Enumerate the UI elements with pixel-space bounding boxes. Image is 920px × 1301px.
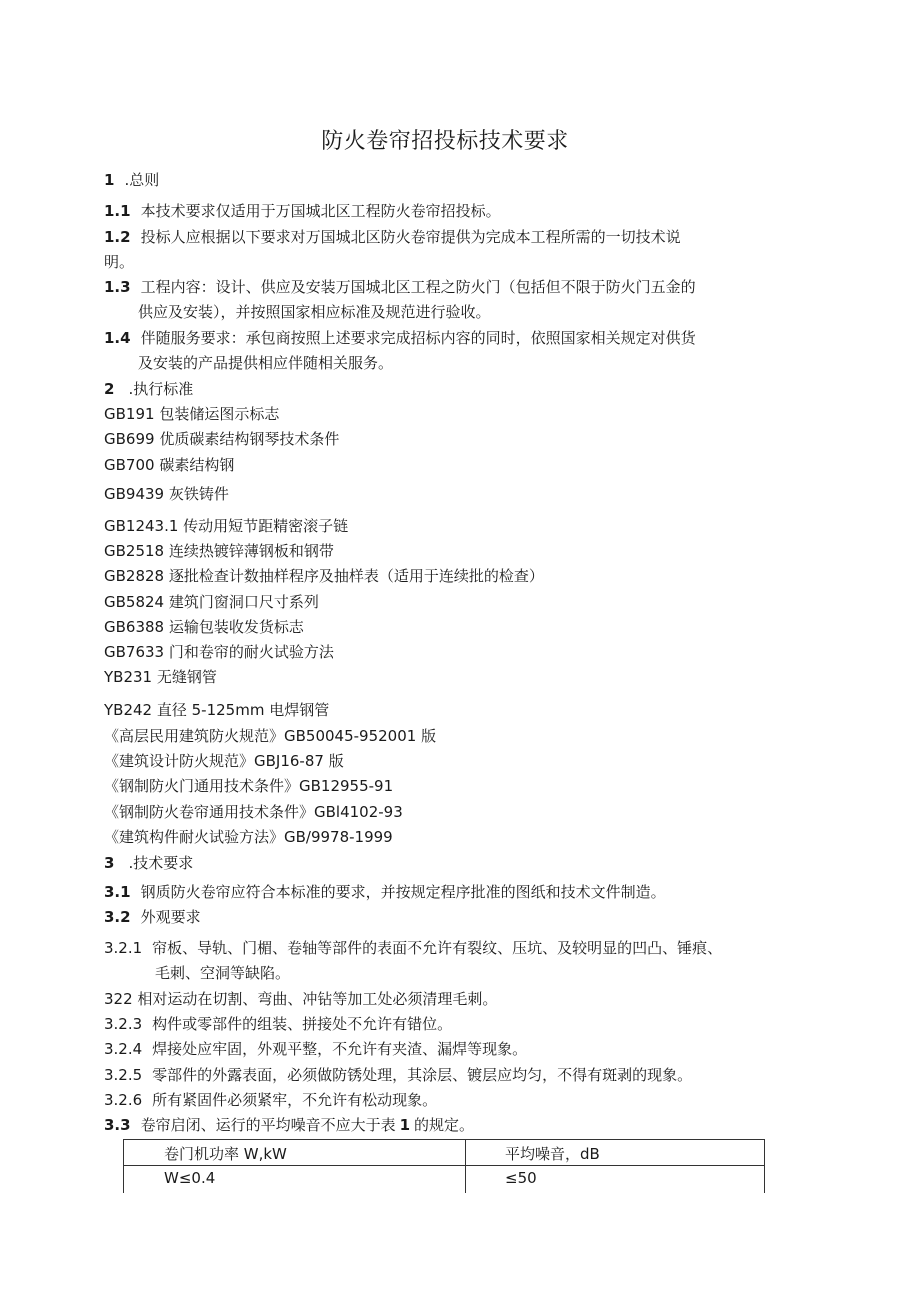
clause-1-1: [104, 201, 501, 221]
section-number: 1: [104, 171, 115, 189]
document-title: 防火卷帘招投标技术要求: [321, 129, 569, 154]
clause-3-2-1: [104, 938, 722, 958]
section-text: .技术要求: [128, 854, 194, 872]
section-text: .执行标准: [128, 380, 194, 398]
clause-number: 3.2.5: [104, 1066, 143, 1084]
clause-3-1: [104, 882, 666, 902]
standard-item: GB2828 逐批检查计数抽样程序及抽样表（适用于连续批的检查）: [104, 567, 544, 585]
standard-item: 《建筑设计防火规范》GBJ16-87 版: [104, 752, 344, 770]
clause-text: 所有紧固件必须紧牢，不允许有松动现象。: [152, 1091, 438, 1109]
noise-table: [123, 1139, 765, 1193]
clause-3-2-4: [104, 1039, 527, 1059]
clause-number: 3.2.1: [104, 939, 143, 957]
standard-item: GB700 碳素结构钢: [104, 456, 235, 474]
clause-number: 3.2.6: [104, 1091, 143, 1109]
table-reference: 1: [399, 1116, 411, 1134]
table-header-power: 卷门机功率 W,kW: [164, 1145, 287, 1163]
clause-3-2-5: [104, 1065, 692, 1085]
clause-3-2-3: [104, 1014, 452, 1034]
section-3-heading: [104, 853, 193, 873]
table-cell-noise: ≤50: [505, 1169, 537, 1187]
section-2-heading: [104, 379, 193, 399]
clause-number: 3.1: [104, 883, 131, 901]
clause-text-b: 的规定。: [414, 1116, 475, 1134]
clause-number: 3.3: [104, 1116, 131, 1134]
clause-3-2-1-continuation: 毛刺、空洞等缺陷。: [155, 964, 291, 982]
clause-number: 1.1: [104, 202, 131, 220]
clause-3-2-2: 322 相对运动在切割、弯曲、冲钻等加工处必须清理毛刺。: [104, 990, 498, 1008]
standard-item: GB9439 灰铁铸件: [104, 485, 229, 503]
standard-item: GB5824 建筑门窗洞口尺寸系列: [104, 593, 319, 611]
clause-text: 伴随服务要求：承包商按照上述要求完成招标内容的同时，依照国家相关规定对供货: [140, 329, 696, 347]
clause-text: 外观要求: [140, 908, 201, 926]
table-row-divider: [123, 1165, 765, 1166]
table-left-border: [123, 1139, 124, 1193]
clause-1-2: [104, 227, 681, 247]
standard-item: 《高层民用建筑防火规范》GB50045-952001 版: [104, 727, 437, 745]
clause-3-2: [104, 907, 201, 927]
clause-text: 零部件的外露表面，必须做防锈处理，其涂层、镀层应均匀，不得有斑剥的现象。: [152, 1066, 693, 1084]
clause-3-3: [104, 1115, 474, 1135]
standard-item: GB6388 运输包装收发货标志: [104, 618, 304, 636]
clause-text-a: 卷帘启闭、运行的平均噪音不应大于表: [140, 1116, 396, 1134]
clause-text: 工程内容：设计、供应及安装万国城北区工程之防火门（包括但不限于防火门五金的: [140, 278, 696, 296]
clause-1-4: [104, 328, 696, 348]
standard-item: GB191 包装储运图示标志: [104, 405, 280, 423]
standard-item: YB231 无缝钢管: [104, 668, 217, 686]
standard-item: 《钢制防火门通用技术条件》GB12955-91: [104, 777, 394, 795]
standard-item: GB7633 门和卷帘的耐火试验方法: [104, 643, 334, 661]
table-cell-power: W≤0.4: [164, 1169, 216, 1187]
section-number: 3: [104, 854, 115, 872]
standard-item: 《建筑构件耐火试验方法》GB/9978-1999: [104, 828, 393, 846]
table-column-divider: [465, 1139, 466, 1193]
clause-text: 焊接处应牢固，外观平整，不允许有夹渣、漏焊等现象。: [152, 1040, 528, 1058]
clause-text: 本技术要求仅适用于万国城北区工程防火卷帘招投标。: [140, 202, 501, 220]
clause-number: 3.2.3: [104, 1015, 143, 1033]
standard-item: 《钢制防火卷帘通用技术条件》GBl4102-93: [104, 803, 403, 821]
clause-text: 钢质防火卷帘应符合本标准的要求，并按规定程序批准的图纸和技术文件制造。: [140, 883, 666, 901]
section-number: 2: [104, 380, 115, 398]
clause-number: 1.4: [104, 329, 131, 347]
standard-item: GB699 优质碳素结构钢琴技术条件: [104, 430, 340, 448]
section-1-heading: [104, 170, 159, 190]
clause-text: 投标人应根据以下要求对万国城北区防火卷帘提供为完成本工程所需的一切技术说: [140, 228, 681, 246]
clause-text: 构件或零部件的组装、拼接处不允许有错位。: [152, 1015, 453, 1033]
table-header-noise: 平均噪音，dB: [505, 1145, 600, 1163]
standard-item: YB242 直径 5-125mm 电焊钢管: [104, 701, 330, 719]
clause-1-3-continuation: 供应及安装），并按照国家相应标准及规范进行验收。: [138, 303, 491, 321]
clause-3-2-6: [104, 1090, 437, 1110]
standard-item: GB1243.1 传动用短节距精密滚子链: [104, 517, 349, 535]
section-text: .总则: [124, 171, 160, 189]
clause-1-4-continuation: 及安装的产品提供相应伴随相关服务。: [138, 354, 394, 372]
clause-number: 1.2: [104, 228, 131, 246]
clause-text: 帘板、导轨、门楣、卷轴等部件的表面不允许有裂纹、压坑、及较明显的凹凸、锤痕、: [152, 939, 723, 957]
clause-1-3: [104, 277, 696, 297]
clause-1-2-continuation: 明。: [104, 253, 135, 271]
standard-item: GB2518 连续热镀锌薄钢板和钢带: [104, 542, 334, 560]
clause-number: 3.2: [104, 908, 131, 926]
table-top-border: [123, 1139, 765, 1140]
clause-number: 1.3: [104, 278, 131, 296]
clause-number: 3.2.4: [104, 1040, 143, 1058]
table-right-border: [764, 1139, 765, 1193]
